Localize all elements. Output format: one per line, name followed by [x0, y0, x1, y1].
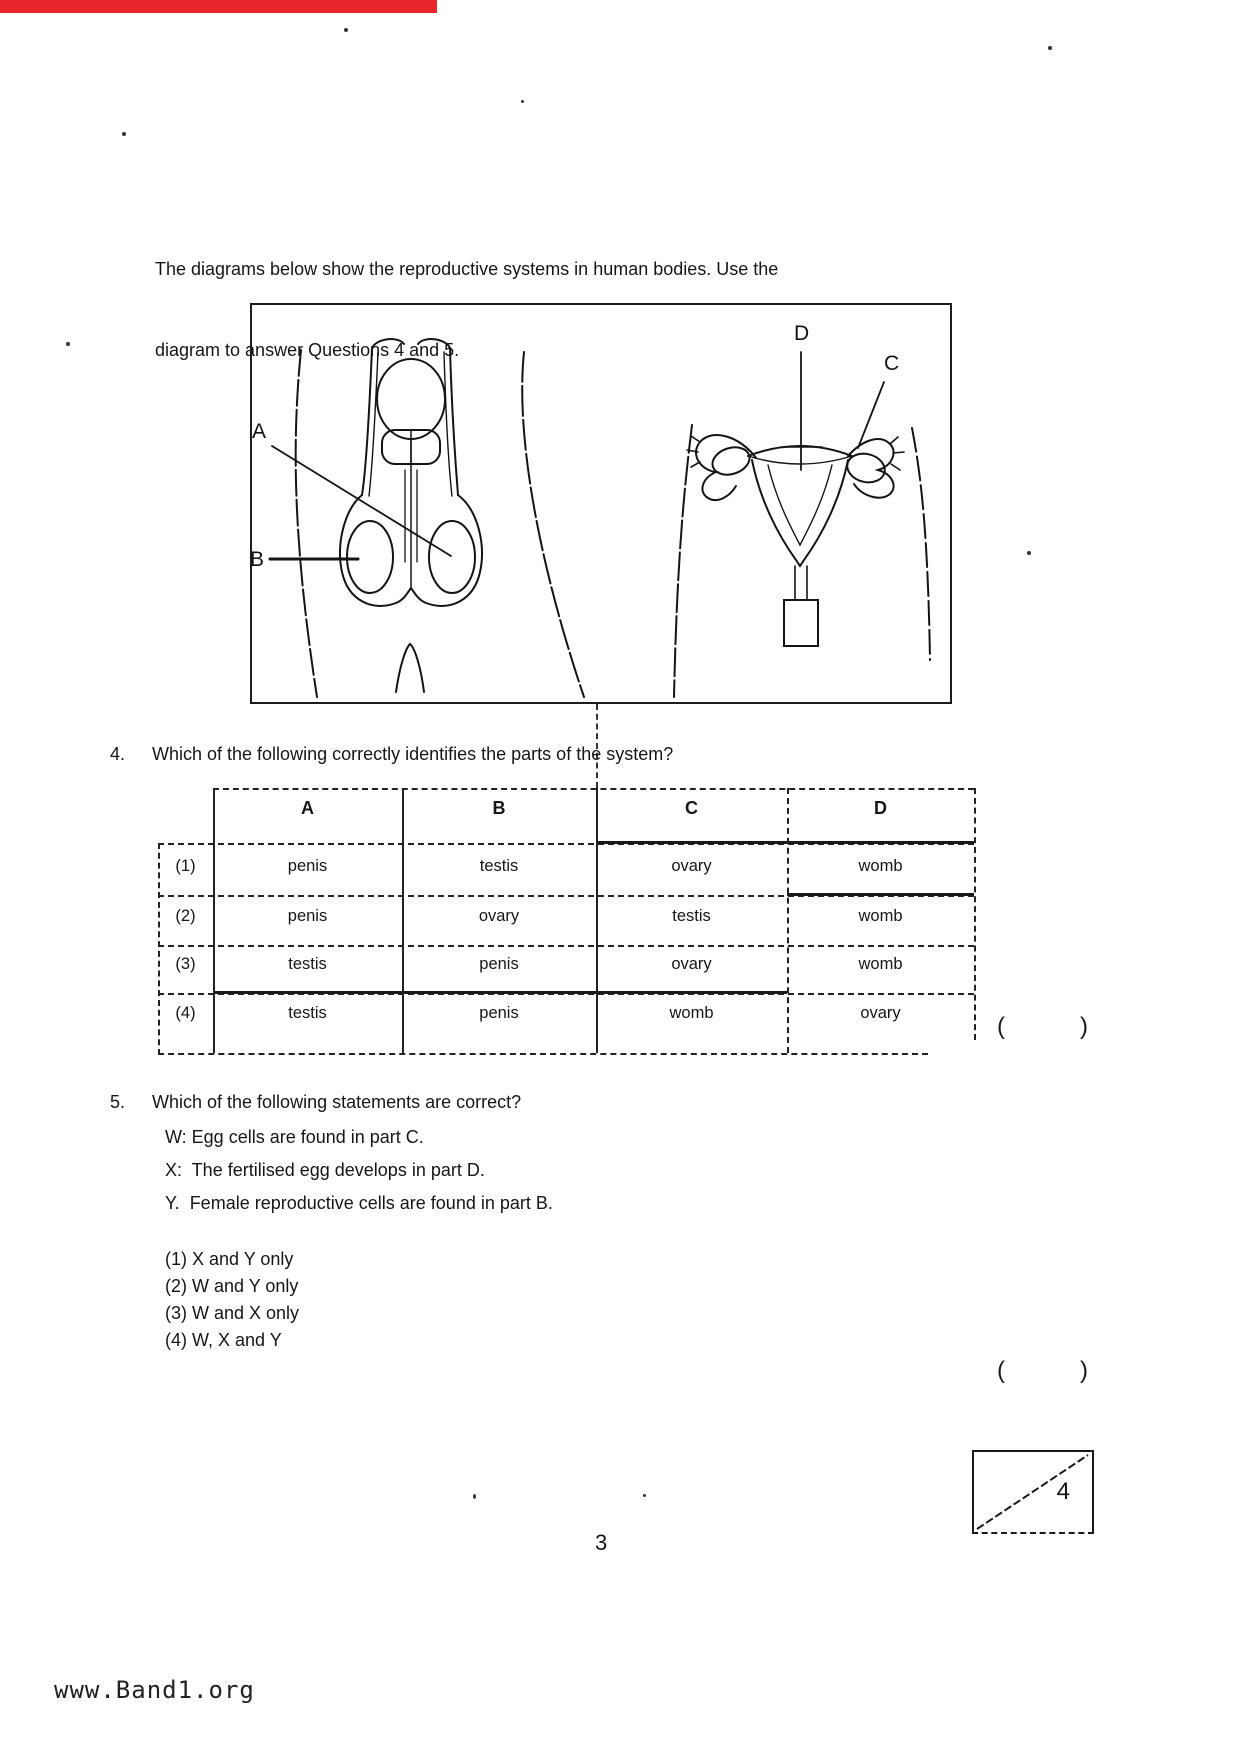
q5-number: 5. — [110, 1092, 126, 1112]
table-rule — [974, 788, 976, 1040]
table-cell: testis — [672, 907, 711, 925]
table-cell: testis — [288, 1004, 327, 1022]
q5-answer-close-paren: ) — [1080, 1357, 1088, 1384]
table-cell: penis — [287, 857, 328, 875]
q4-answer-open-paren: ( — [997, 1013, 1005, 1040]
row-label: (4) — [175, 1004, 196, 1022]
table-cell: testis — [288, 955, 327, 973]
page-number: 3 — [595, 1530, 608, 1555]
row-label: (1) — [175, 857, 196, 875]
scan-speck — [1027, 551, 1031, 555]
q5-option-2: (2) W and Y only — [165, 1276, 299, 1296]
q4-text: Which of the following correctly identifies the parts of the system? — [152, 744, 674, 764]
corner-score-box — [972, 1450, 1094, 1534]
q5-answer-open-paren: ( — [997, 1357, 1005, 1384]
table-cell: womb — [858, 907, 903, 925]
q5-statement-y: Y. Female reproductive cells are found in part B. — [165, 1193, 553, 1213]
table-cell: ovary — [860, 1004, 901, 1022]
table-cell: penis — [479, 1004, 519, 1022]
corner-box-label: 4 — [1056, 1478, 1070, 1505]
q4-number: 4. — [110, 744, 126, 764]
parts-table — [158, 788, 974, 1055]
table-rule-heavy — [596, 841, 974, 844]
table-cell: penis — [287, 907, 328, 925]
table-rule-heavy — [213, 991, 787, 994]
table-header-c: C — [685, 798, 698, 818]
table-rule-heavy — [787, 893, 974, 896]
q5-option-1: (1) X and Y only — [165, 1249, 294, 1269]
scan-speck — [122, 132, 126, 136]
table-cell: ovary — [671, 857, 712, 875]
scan-speck — [521, 100, 524, 103]
q5-statement-w: W: Egg cells are found in part C. — [165, 1127, 424, 1147]
table-header-a: A — [301, 798, 314, 818]
corner-box-diagonal — [974, 1452, 1092, 1532]
figure-label-c: C — [884, 352, 900, 375]
table-cell: ovary — [478, 907, 520, 925]
figure-label-a: A — [252, 420, 267, 443]
row-label: (2) — [175, 907, 196, 925]
q5-option-4: (4) W, X and Y — [165, 1330, 282, 1350]
table-cell: womb — [669, 1004, 714, 1022]
scan-speck — [344, 28, 348, 32]
table-cell: ovary — [671, 955, 712, 973]
intro-line-2: diagram to answer Questions 4 and 5. — [155, 340, 460, 360]
table-cell: womb — [858, 857, 903, 875]
figure-label-d: D — [794, 322, 810, 345]
table-cell: testis — [479, 857, 519, 875]
q5-option-3: (3) W and X only — [165, 1303, 300, 1323]
figure-label-b: B — [250, 548, 265, 571]
watermark-url: www.Band1.org — [54, 1676, 255, 1704]
table-header-d: D — [874, 798, 887, 818]
table-rule — [158, 945, 974, 947]
intro-line-1: The diagrams below show the reproductive systems in human bodies. Use the — [155, 259, 779, 279]
table-cell: penis — [479, 955, 519, 973]
table-rule — [213, 788, 974, 790]
scan-speck — [473, 1494, 476, 1499]
q4-answer-close-paren: ) — [1080, 1013, 1088, 1040]
row-label: (3) — [175, 955, 196, 973]
figure-box — [250, 303, 952, 704]
scan-speck — [66, 342, 70, 346]
table-rule — [158, 1053, 928, 1055]
table-cell: womb — [858, 955, 903, 973]
table-header-b: B — [492, 798, 506, 818]
scan-speck — [643, 1494, 646, 1497]
scan-speck — [1048, 46, 1052, 50]
q5-text: Which of the following statements are correct? — [152, 1092, 522, 1112]
q5-statement-x: X: The fertilised egg develops in part D. — [165, 1160, 485, 1180]
top-red-scan-bar — [0, 0, 437, 13]
reproductive-systems-diagram — [250, 303, 948, 700]
